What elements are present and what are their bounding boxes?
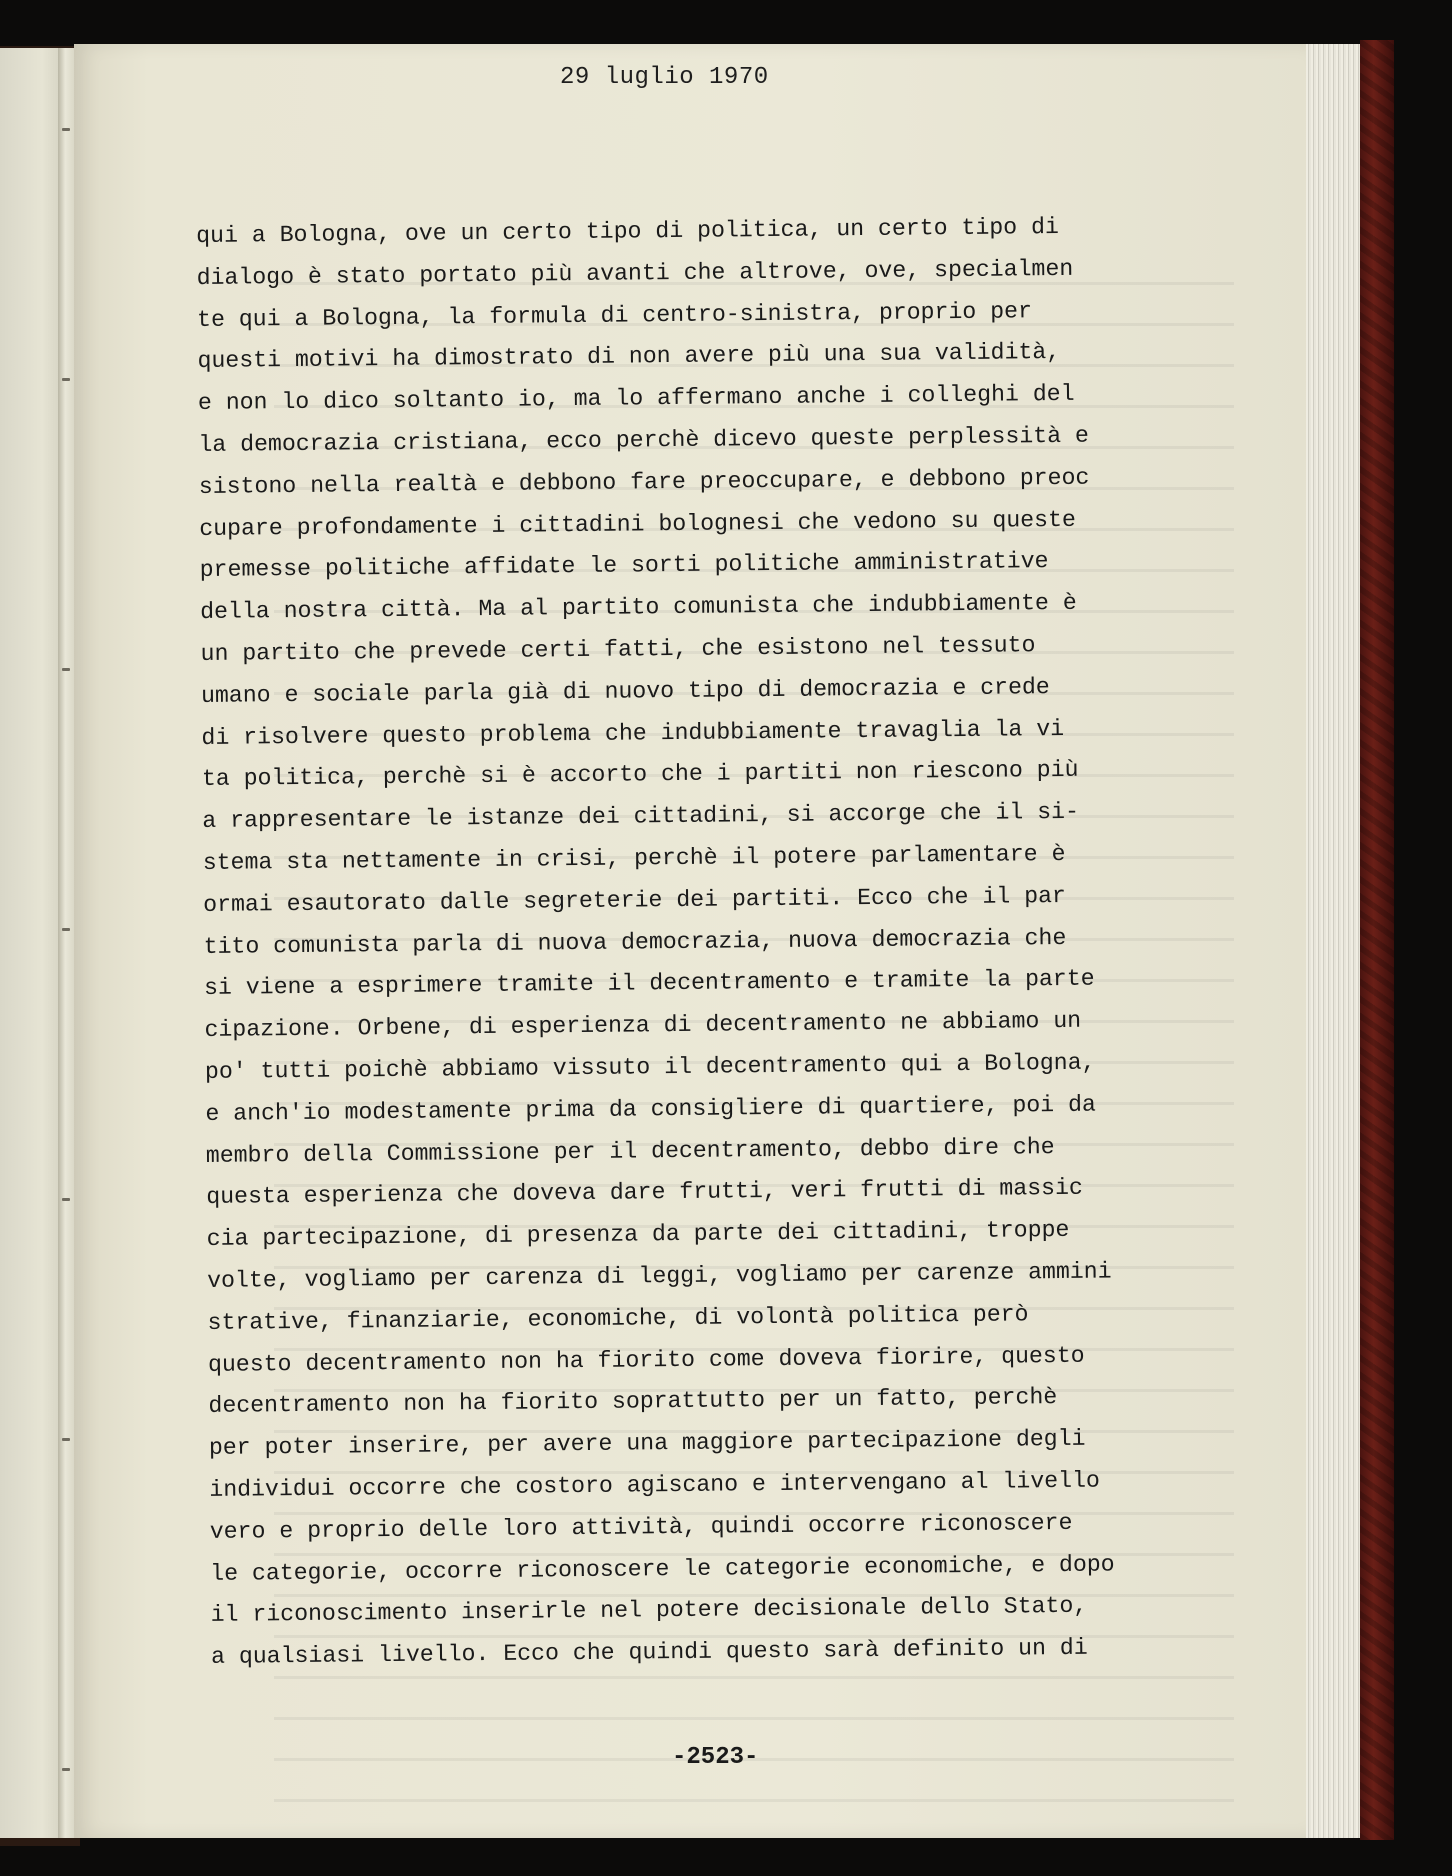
typewritten-body [196,206,1191,1679]
text-line: questo decentramento non ha fiorito come doveva fiorire, questo [207,1342,1085,1378]
text-line: po' tutti poichè abbiamo vissuto il decentramento qui a Bologna, [204,1049,1096,1085]
right-book-cover [1360,40,1394,1840]
text-line: qui a Bologna, ove un certo tipo di politica, un certo tipo di [196,213,1060,249]
text-line: umano e sociale parla già di nuovo tipo di democrazia e crede [200,673,1050,709]
text-line: cipazione. Orbene, di esperienza di decentramento ne abbiamo un [204,1007,1082,1044]
text-line: volte, vogliamo per carenza di leggi, vogliamo per carenze ammini [207,1258,1112,1294]
text-line: sistono nella realtà e debbono fare preoccupare, e debbono preoc [198,464,1090,500]
text-line: cupare profondamente i cittadini bolognesi che vedono su queste [199,506,1077,542]
page-edges [1306,44,1362,1838]
text-line: le categorie, occorre riconoscere le categorie economiche, e dopo [210,1550,1115,1587]
text-line: decentramento non ha fiorito soprattutto per un fatto, perchè [208,1384,1058,1420]
text-line: a qualsiasi livello. Ecco che quindi questo sarà definito un di [210,1634,1088,1671]
text-line: e non lo dico soltanto io, ma lo affermano anche i colleghi del [197,380,1075,417]
page-number: -2523- [672,1744,759,1771]
text-line: si viene a esprimere tramite il decentramento e tramite la parte [203,965,1095,1002]
text-line: vero e proprio delle loro attività, quindi occorre riconoscere [209,1509,1073,1545]
text-line: membro della Commissione per il decentramento, debbo dire che [205,1133,1055,1169]
text-line: di risolvere questo problema che indubbiamente travaglia la vi [201,715,1065,751]
text-line: questa esperienza che doveva dare frutti, veri frutti di massic [206,1175,1084,1211]
text-line: ta politica, perchè si è accorto che i partiti non riescono più [201,757,1079,793]
text-line: dialogo è stato portato più avanti che altrove, ove, specialmen [196,255,1074,291]
text-line: per poter inserire, per avere una maggiore partecipazione degli [208,1425,1086,1462]
text-line: strative, finanziarie, economiche, di volontà politica però [207,1301,1029,1336]
text-line: premesse politiche affidate le sorti politiche amministrative [199,548,1049,584]
text-line: te qui a Bologna, la formula di centro-sinistra, proprio per [196,297,1033,333]
text-line: della nostra città. Ma al partito comunista che indubbiamente è [200,589,1077,626]
text-line: a rappresentare le istanze dei cittadini, si accorge che il si- [202,798,1080,835]
text-line: ormai esautorato dalle segreterie dei partiti. Ecco che il par [203,882,1067,918]
text-line: questi motivi ha dimostrato di non avere più una sua validità, [197,339,1061,375]
text-line: tito comunista parla di nuova democrazia, nuova democrazia che [203,924,1067,960]
text-line: e anch'io modestamente prima da consigliere di quartiere, poi da [205,1091,1097,1127]
text-line: individui occorre che costoro agiscano e intervengano al livello [209,1467,1100,1503]
page-header-date: 29 luglio 1970 [560,64,769,91]
text-line: un partito che prevede certi fatti, che esistono nel tessuto [200,632,1036,667]
text-line: cia partecipazione, di presenza da parte dei cittadini, troppe [206,1217,1070,1253]
text-line: il riconoscimento inserirle nel potere decisionale dello Stato, [210,1593,1088,1629]
text-line: stema sta nettamente in crisi, perchè il potere parlamentare è [202,840,1066,876]
text-line: la democrazia cristiana, ecco perchè dicevo queste perplessità e [198,422,1090,458]
